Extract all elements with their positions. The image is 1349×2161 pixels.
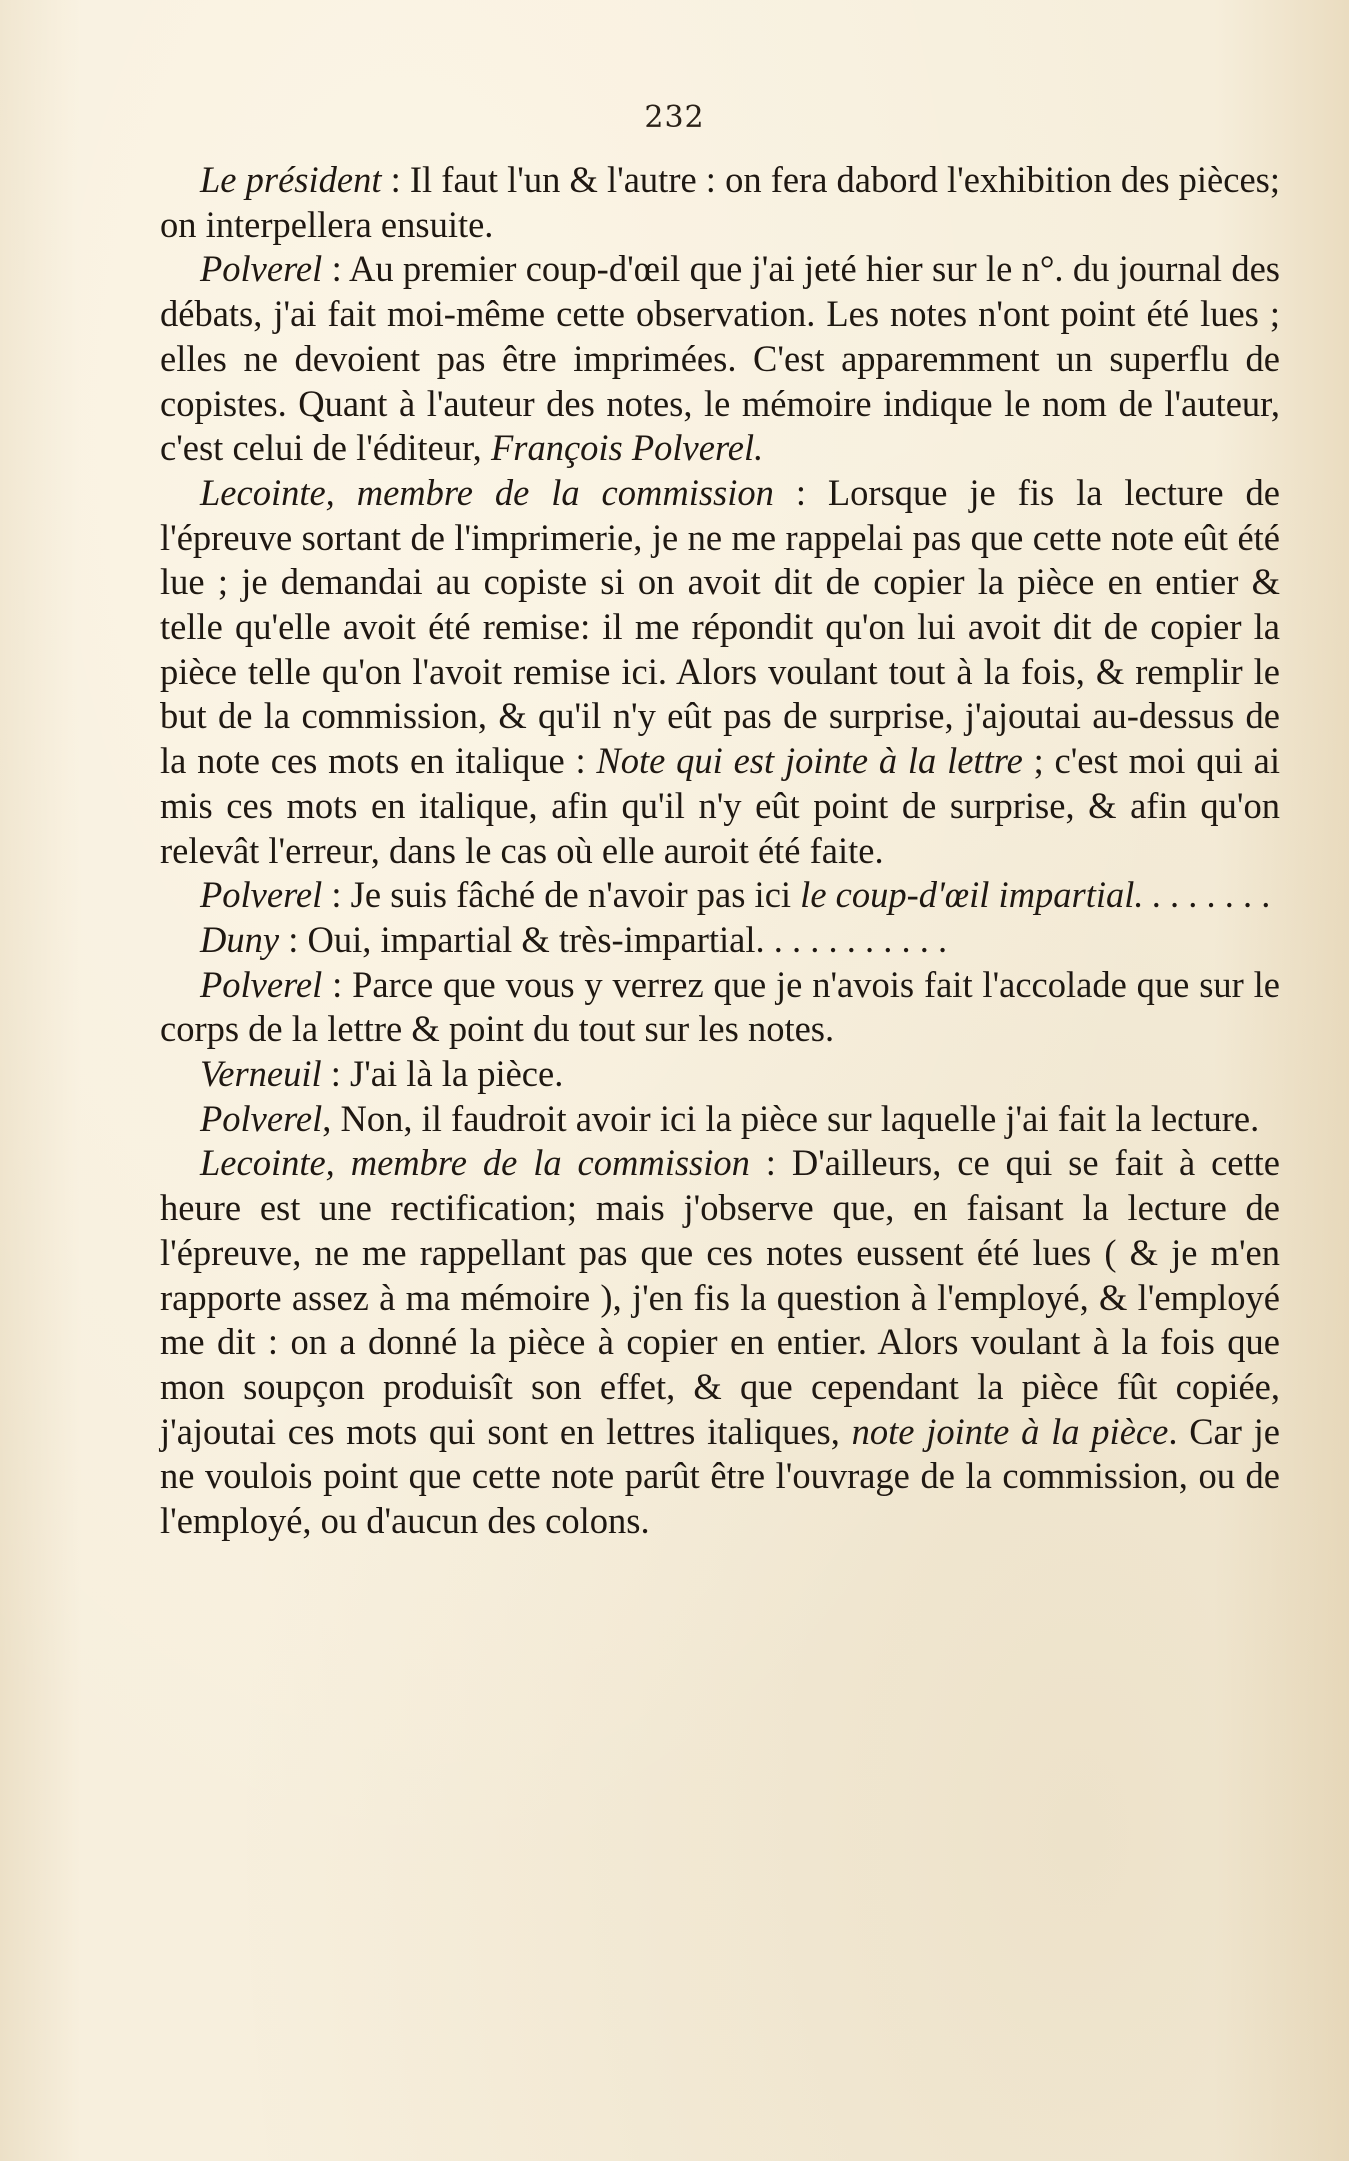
paragraph-text: : Oui, impartial & très-impartial. . . . . . . . . . . <box>279 918 948 960</box>
italic-text: le coup-d'œil impartial. . . . . . . . <box>800 874 1272 916</box>
paragraph-text: : Il faut l'un & l'autre : on fera dabord l'exhibition des pièces; on interpellera ensuite. <box>160 159 1280 245</box>
paragraph-text: : Lorsque je fis la lecture de l'épreuve sortant de l'imprimerie, je ne me rappelai pas que cette note eût été lue ; je demandai au copiste si on avoit dit de copier la pièce en entier & telle qu'elle avoit été remise: il me répondit qu'on lui avoit dit de copier la pièce telle qu'on l'avoit remise ici. Alors voulant tout à la fois, & remplir le but de la commission, & qu'il n'y eût pas de surprise, j'ajoutai au-dessus de la note ces mots en italique : <box>160 471 1280 782</box>
paragraph-text: . Car je ne voulois point que cette note parût être l'ouvrage de la commission, ou de l'employé, ou d'aucun des colons. <box>160 1410 1281 1542</box>
paragraph-text: : Parce que vous y verrez que je n'avois fait l'accolade que sur le corps de la lettre & point du tout sur les notes. <box>160 963 1280 1050</box>
speaker-name: Polverel <box>200 874 323 916</box>
paragraph <box>160 158 1280 247</box>
speaker-name: Polverel <box>200 248 323 290</box>
speaker-name: Verneuil <box>200 1053 322 1095</box>
paragraph <box>160 1052 1280 1097</box>
speaker-name: Le président <box>200 159 382 200</box>
italic-text: note jointe à la pièce <box>851 1410 1169 1452</box>
speaker-name: Lecointe, membre de la commission <box>200 471 774 513</box>
paragraph <box>160 873 1280 918</box>
speaker-name: Polverel <box>200 1097 323 1139</box>
paragraph-text: ; c'est moi qui ai mis ces mots en italique, afin qu'il n'y eût point de surprise, & afin qu'on relevât l'erreur, dans le cas où elle auroit été faite. <box>160 740 1280 871</box>
speaker-name: Polverel <box>200 963 323 1005</box>
paragraph <box>160 1097 1280 1142</box>
paragraph <box>160 1141 1280 1543</box>
paragraph <box>160 247 1280 471</box>
italic-text: François Polverel. <box>490 427 764 469</box>
paragraph-text: : J'ai là la pièce. <box>321 1053 564 1095</box>
paragraph <box>160 918 1280 963</box>
paragraph <box>160 963 1280 1052</box>
paragraph <box>160 471 1280 873</box>
italic-text: Note qui est jointe à la lettre <box>596 740 1023 782</box>
speaker-name: Duny <box>200 918 280 960</box>
page-text <box>160 158 1280 1544</box>
paragraph-text: : Au premier coup-d'œil que j'ai jeté hier sur le n°. du journal des débats, j'ai fait moi-même cette observation. Les notes n'ont point été lues ; elles ne devoient pas être imprimées. C'est apparemment un superflu de copistes. Quant à l'auteur des notes, le mémoire indique le nom de l'auteur, c'est celui de l'éditeur, <box>160 248 1280 469</box>
paragraph-text: : D'ailleurs, ce qui se fait à cette heure est une rectification; mais j'observe que, en faisant la lecture de l'épreuve, ne me rappellant pas que ces notes eussent été lues ( & je m'en rapporte assez à ma mémoire ), j'en fis la question à l'employé, & l'employé me dit : on a donné la pièce à copier en entier. Alors voulant à la fois que mon soupçon produisît son effet, & que cependant la pièce fût copiée, j'ajoutai ces mots qui sont en lettres italiques, <box>160 1142 1280 1452</box>
paragraph-text: , Non, il faudroit avoir ici la pièce sur laquelle j'ai fait la lecture. <box>322 1097 1260 1139</box>
speaker-name: Lecointe, membre de la commission <box>200 1142 750 1184</box>
page-number: 232 <box>644 100 705 135</box>
paragraph-text: : Je suis fâché de n'avoir pas ici <box>322 874 801 916</box>
